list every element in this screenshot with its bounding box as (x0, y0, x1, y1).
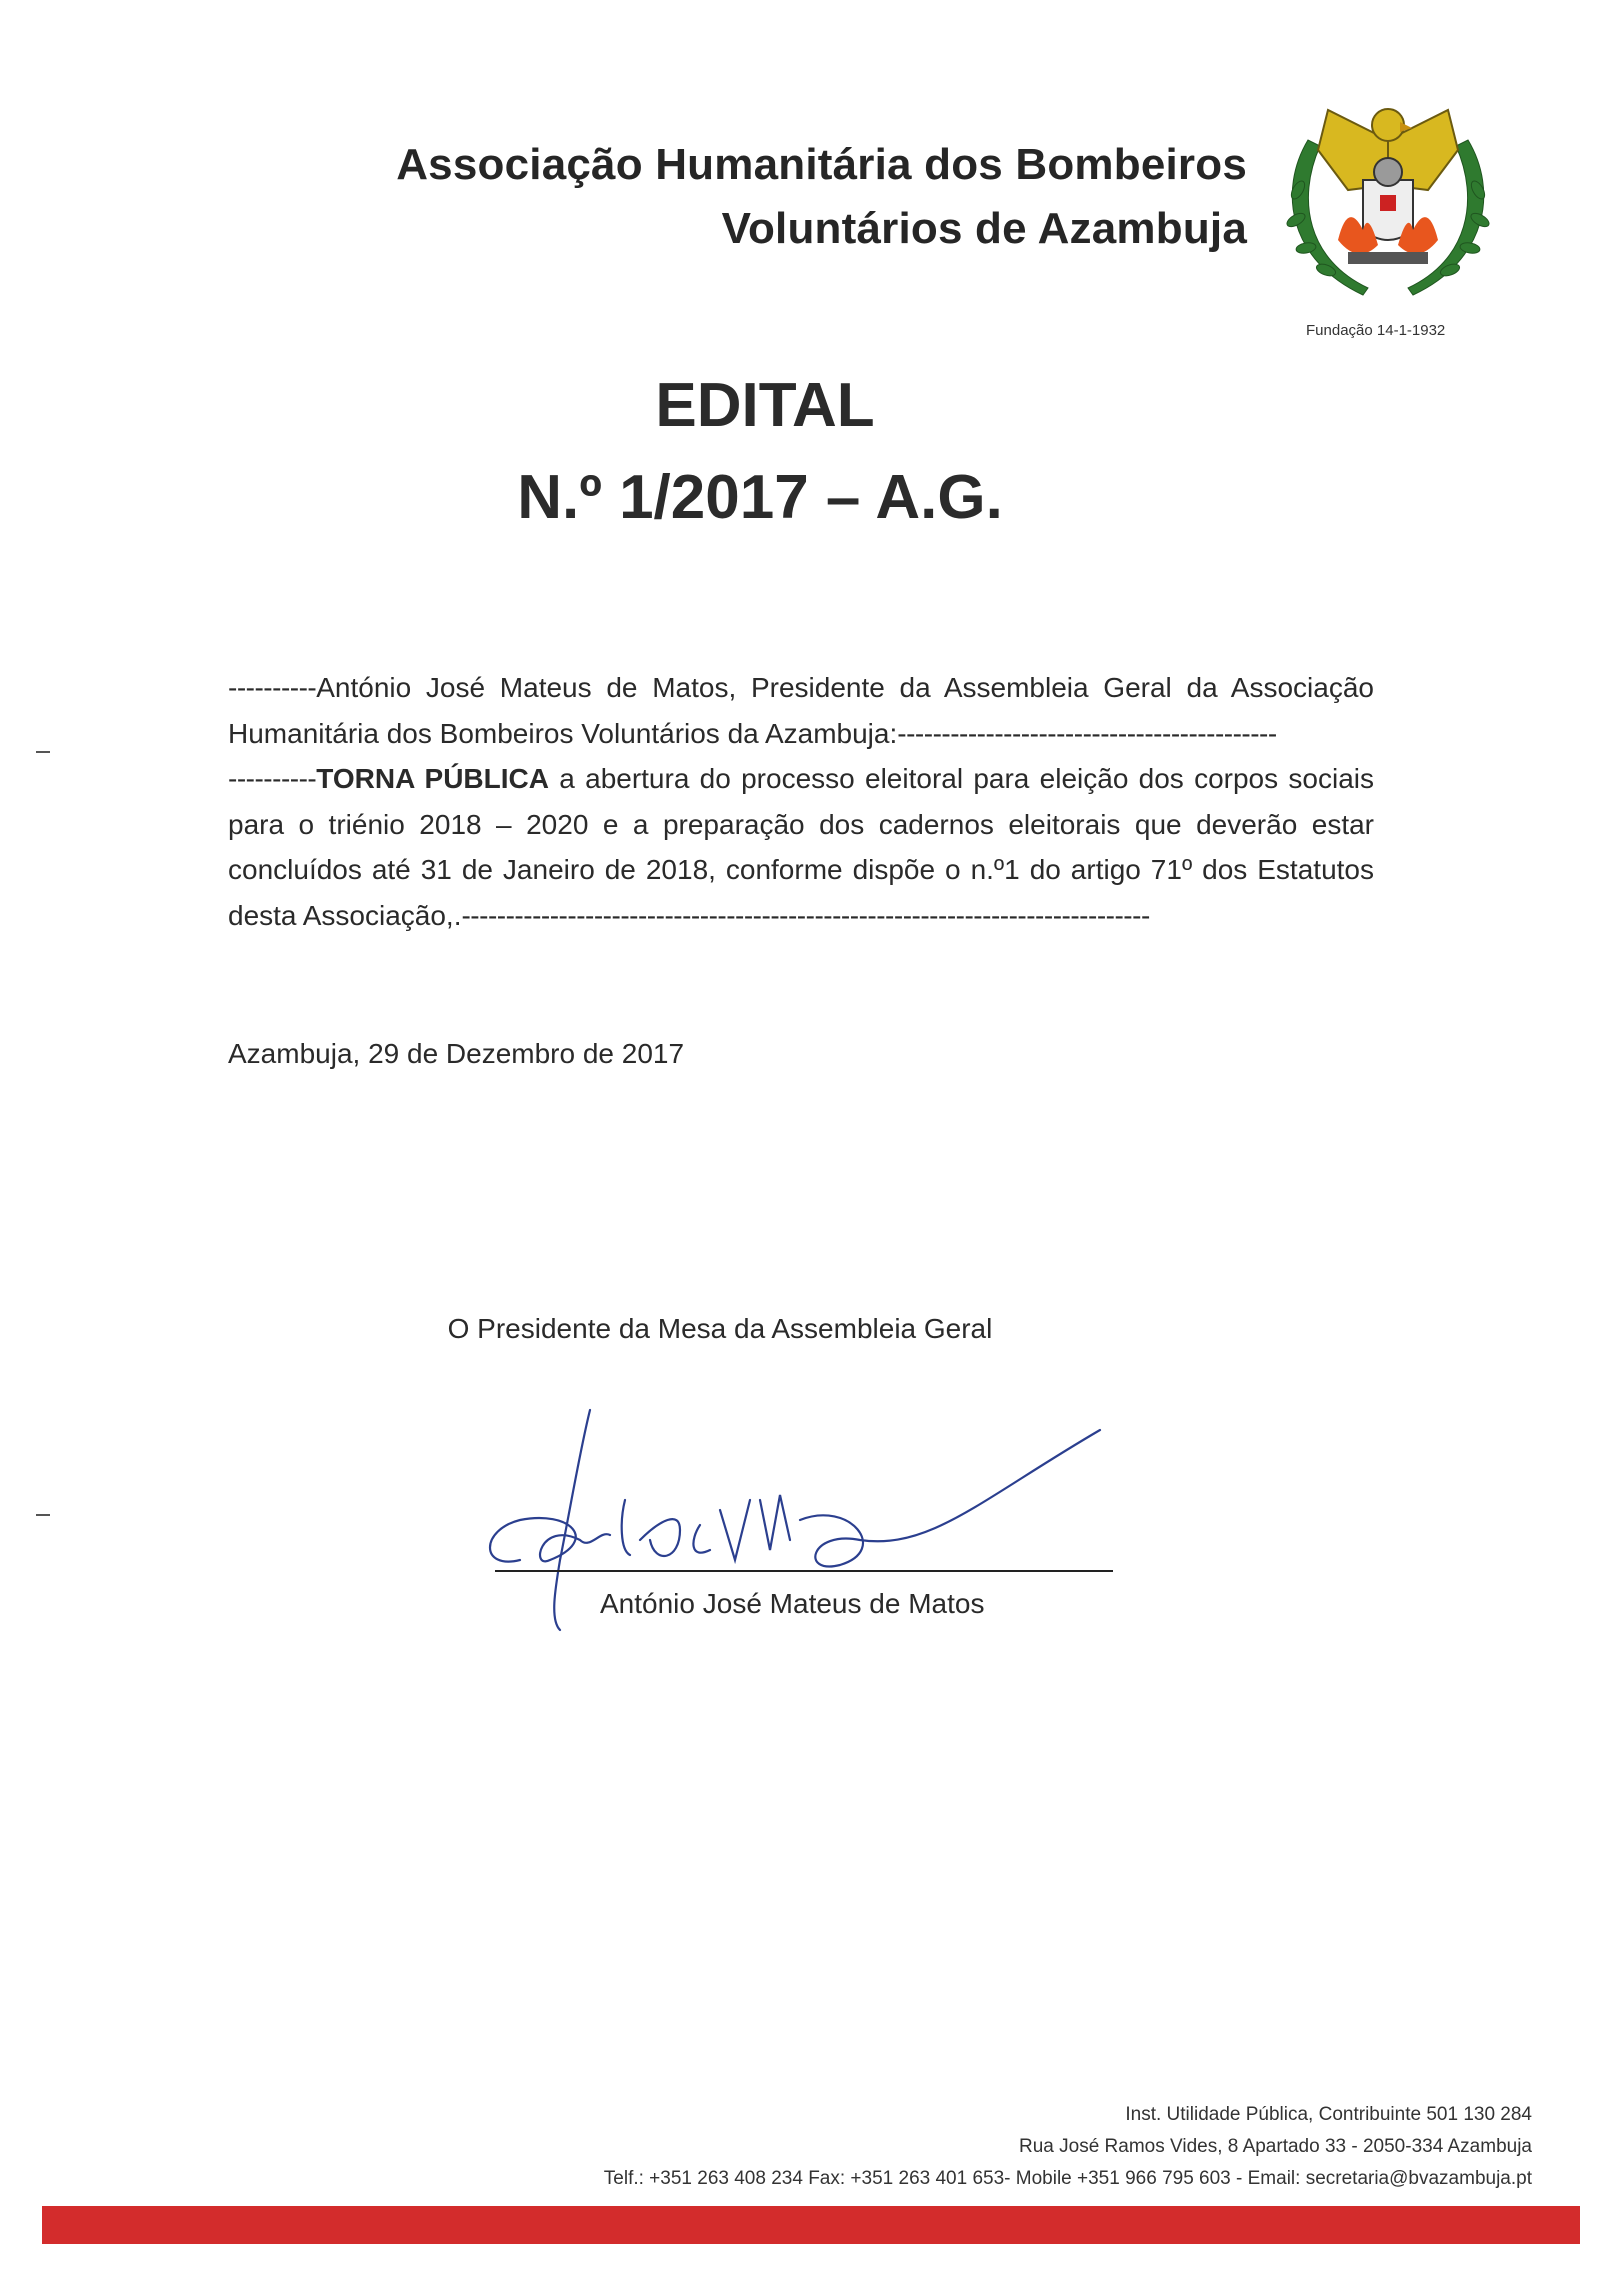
organization-name-line1: Associação Humanitária dos Bombeiros (396, 140, 1247, 189)
signature-line (495, 1570, 1113, 1572)
footer-address: Rua José Ramos Vides, 8 Apartado 33 - 2050-334 Azambuja (1019, 2136, 1532, 2157)
margin-mark (36, 751, 50, 753)
document-title: EDITAL (655, 371, 875, 440)
signatory-role: O Presidente da Mesa da Assembleia Geral (447, 1313, 993, 1344)
foundation-date: Fundação 14-1-1932 (1306, 322, 1446, 339)
signer-name: António José Mateus de Matos (600, 1588, 985, 1619)
filler-dashes: ------------------------------------------------------------------------------ (461, 899, 1150, 931)
paragraph-announcement (228, 756, 1374, 938)
footer-contacts: Telf.: +351 263 408 234 Fax: +351 263 401 653- Mobile +351 966 795 603 - Email: secretaria@bvazambuja.pt (603, 2168, 1532, 2189)
footer-registration: Inst. Utilidade Pública, Contribuinte 501 130 284 (1125, 2104, 1532, 2125)
announcement-keyword: TORNA PÚBLICA (316, 763, 549, 794)
paragraph-intro (228, 665, 1374, 756)
filler-dashes: ---------- (228, 672, 317, 703)
edict-body (228, 665, 1374, 938)
filler-dashes: ---------- (228, 763, 317, 794)
organization-name-line2: Voluntários de Azambuja (721, 204, 1247, 253)
filler-dashes: ------------------------------------------- (897, 717, 1277, 749)
footer-color-bar (42, 2206, 1580, 2244)
firefighter-eagle-crest-icon (1268, 80, 1508, 320)
document-number: N.º 1/2017 – A.G. (517, 463, 1003, 532)
intro-text: António José Mateus de Matos, Presidente da Assembleia Geral da Associação Humanitária dos Bombeiros Voluntários da Azambuja: (228, 672, 1374, 749)
place-and-date: Azambuja, 29 de Dezembro de 2017 (228, 1038, 685, 1069)
margin-mark (36, 1514, 50, 1516)
announcement-text: a abertura do processo eleitoral para eleição dos corpos sociais para o triénio 2018 – 2020 e a preparação dos cadernos eleitorais que deverão estar concluídos até 31 de Janeiro de 2018, conforme dispõe o n.º1 do artigo 71º dos Estatutos desta Associação,. (228, 763, 1374, 931)
